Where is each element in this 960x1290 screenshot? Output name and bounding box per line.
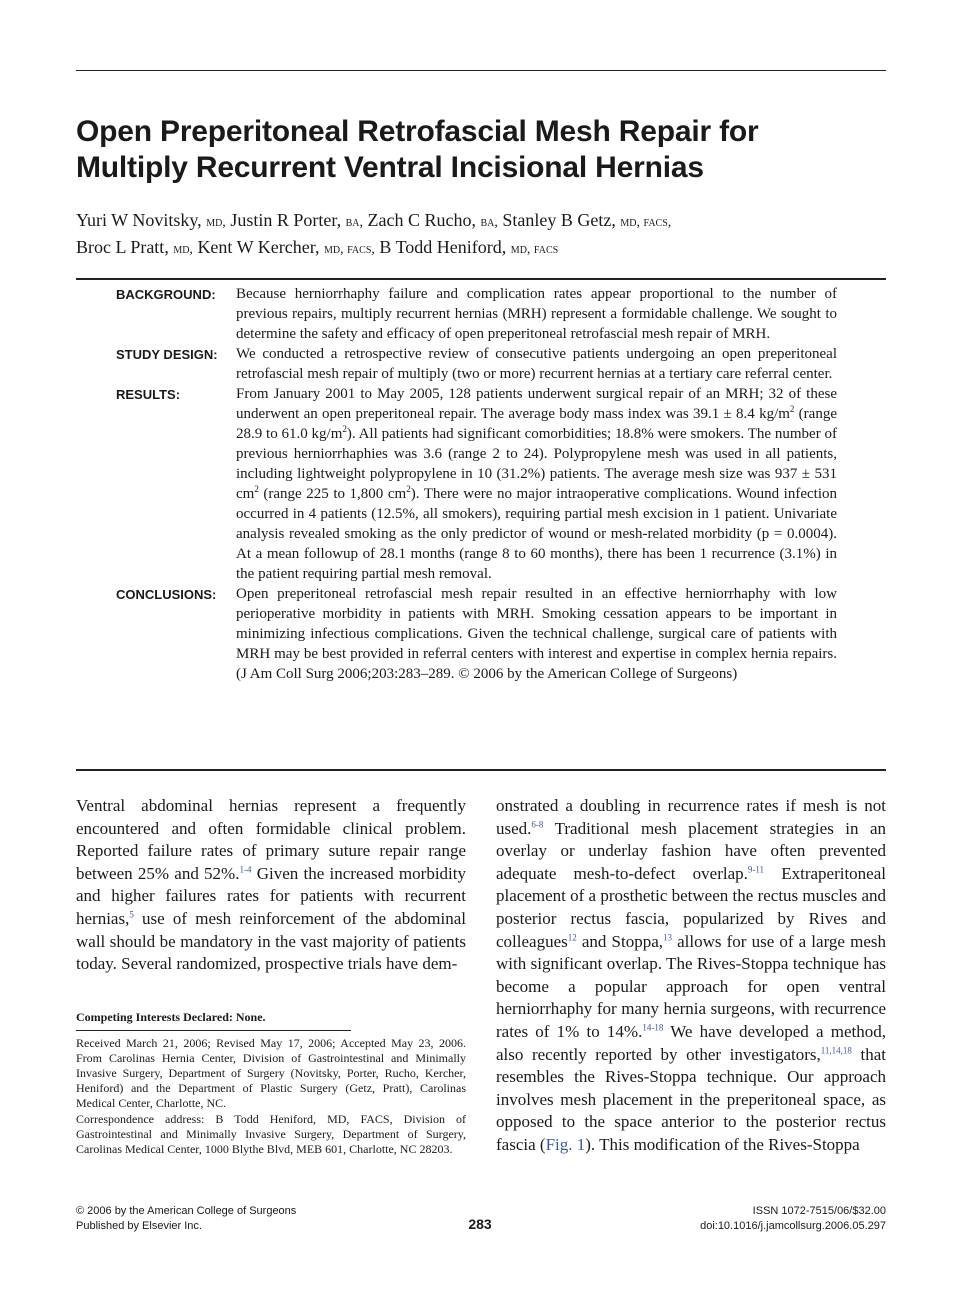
results-part: (range 28.9 to 61.0 kg/m xyxy=(236,406,837,442)
superscript: 2 xyxy=(406,484,411,494)
body-column-left xyxy=(76,795,466,976)
body-column-right xyxy=(496,795,886,1157)
abstract-background xyxy=(116,284,837,344)
author-name: Broc L Pratt, xyxy=(76,237,169,257)
citation-link[interactable]: 9-11 xyxy=(747,864,765,875)
author-degree: ba, xyxy=(480,215,498,230)
body-text: onstrated a doubling in recurrence rates if mesh is not used. xyxy=(496,796,886,838)
title-line-2: Multiply Recurrent Ventral Incisional Hernias xyxy=(76,151,704,184)
citation-link[interactable]: 6-8 xyxy=(531,818,544,829)
abstract-conclusions xyxy=(116,584,837,684)
citation-link[interactable]: 13 xyxy=(663,931,673,942)
results-text xyxy=(236,384,837,584)
copyright: © 2006 by the American College of Surgeons xyxy=(76,1205,297,1217)
abstract-bottom-rule xyxy=(76,769,886,771)
publisher: Published by Elsevier Inc. xyxy=(76,1220,202,1232)
results-label: RESULTS: xyxy=(116,387,181,402)
author-list xyxy=(76,208,886,262)
article-title xyxy=(76,114,886,186)
citation-link[interactable]: 14-18 xyxy=(642,1022,664,1033)
body-text: We have developed a method, also recently reported by other investigators, xyxy=(496,1021,886,1064)
footnote-rule xyxy=(76,1030,351,1031)
received-note: Received March 21, 2006; Revised May 17, 2006; Accepted May 23, 2006. From Carolinas Hernia Center, Division of Gastrointestinal and Minimally Invasive Surgery, Department of Surgery (Novitsky, Porter, Rucho, Kercher, Heniford) and the Department of Plastic Surgery (Getz, Pratt), Carolinas Medical Center, Charlotte, NC. xyxy=(76,1036,466,1110)
top-rule xyxy=(76,70,886,71)
author-name: Stanley B Getz, xyxy=(502,210,616,230)
superscript: 2 xyxy=(342,424,347,434)
body-text: Given the increased morbidity and higher failures rates for patients with recurrent hernias, xyxy=(76,863,466,928)
conclusions-label: CONCLUSIONS: xyxy=(116,587,217,602)
abstract xyxy=(116,284,837,684)
background-text: Because herniorrhaphy failure and complication rates appear proportional to the number of previous repairs, multiply recurrent hernias (MRH) represent a formidable challenge. We sought to determine the safety and efficacy of open preperitoneal retrofascial mesh repair of MRH. xyxy=(236,286,837,342)
abstract-top-rule xyxy=(76,278,886,280)
citation-link[interactable]: 5 xyxy=(129,909,134,920)
figure-link[interactable]: Fig. 1 xyxy=(545,1134,586,1154)
author-degree: md, facs, xyxy=(324,242,375,257)
superscript: 2 xyxy=(254,484,259,494)
results-part: (range 225 to 1,800 cm xyxy=(258,486,407,502)
body-text: Traditional mesh placement strategies in an overlay or underlay fashion have often prevented adequate mesh-to-defect overlap. xyxy=(496,818,886,883)
page-number: 283 xyxy=(468,1216,492,1232)
background-label: BACKGROUND: xyxy=(116,287,216,302)
title-line-1: Open Preperitoneal Retrofascial Mesh Repair for xyxy=(76,115,759,148)
abstract-study-design xyxy=(116,344,837,384)
correspondence-note: Correspondence address: B Todd Heniford, MD, FACS, Division of Gastrointestinal and Minimally Invasive Surgery, Department of Surgery, Carolinas Medical Center, 1000 Blythe Blvd, MEB 601, Charlotte, NC 28203. xyxy=(76,1112,466,1156)
body-text: Extraperitoneal placement of a prosthetic between the rectus muscles and posterior rectus fascia, popularized by Rives and colleagues xyxy=(496,863,886,951)
author-degree: md, facs, xyxy=(620,215,672,230)
author-degree: md, facs xyxy=(510,242,559,257)
footer-right xyxy=(700,1204,886,1234)
body-text: ). This modification of the Rives-Stoppa xyxy=(585,1134,860,1154)
doi: doi:10.1016/j.jamcollsurg.2006.05.297 xyxy=(700,1220,886,1232)
results-part: ). All patients had significant comorbidities; 18.8% were smokers. The number of previous herniorrhaphies was 3.6 (range 2 to 24). Polypropylene mesh was used in all patients, including lightweight polypropylene in 10 (31.2%) patients. The average mesh size was 937 ± 531 cm xyxy=(236,426,837,502)
competing-interests: Competing Interests Declared: None. xyxy=(76,1010,266,1024)
superscript: 2 xyxy=(789,404,795,414)
body-text: use of mesh reinforcement of the abdominal wall should be mandatory in the vast majority of patients today. Several randomized, prospective trials have dem- xyxy=(76,908,466,974)
issn: ISSN 1072-7515/06/$32.00 xyxy=(752,1205,886,1217)
citation-link[interactable]: 12 xyxy=(567,931,577,942)
body-text: that resembles the Rives-Stoppa technique. Our approach involves mesh placement in the preperitoneal space, as opposed to the space anterior to the posterior rectus fascia ( xyxy=(496,1044,886,1154)
study-design-text: We conducted a retrospective review of consecutive patients undergoing an open preperitoneal retrofascial mesh repair of multiply (two or more) recurrent hernias at a tertiary care referral center. xyxy=(236,346,837,382)
conclusions-text: Open preperitoneal retrofascial mesh repair resulted in an effective herniorrhaphy with low perioperative morbidity in patients with MRH. Smoking cessation appears to be important in minimizing infectious complications. Given the technical challenge, surgical care of patients with MRH may be best provided in referral centers with interest and expertise in complex hernia repairs. (J Am Coll Surg 2006;203:283–289. © 2006 by the American College of Surgeons) xyxy=(236,586,837,682)
author-name: Zach C Rucho, xyxy=(367,210,476,230)
author-name: B Todd Heniford, xyxy=(379,237,507,257)
results-part: ). There were no major intraoperative complications. Wound infection occurred in 4 patients (12.5%, all smokers), requiring partial mesh excision in 1 patient. Univariate analysis revealed smoking as the only predictor of wound or mesh-related morbidity (p = 0.0004). At a mean followup of 28.1 months (range 8 to 60 months), there has been 1 recurrence (3.1%) in the patient requiring partial mesh removal. xyxy=(236,486,837,582)
citation-link[interactable]: 1-4 xyxy=(239,864,252,875)
body-text: Ventral abdominal hernias represent a frequently encountered and often formidable clinical problem. Reported failure rates of primary suture repair range between 25% and 52%. xyxy=(76,796,466,883)
author-degree: md, xyxy=(206,215,226,230)
author-name: Yuri W Novitsky, xyxy=(76,210,202,230)
body-text: and Stoppa, xyxy=(576,931,664,951)
author-degree: ba, xyxy=(345,215,364,230)
abstract-results xyxy=(116,384,837,584)
author-degree: md, xyxy=(173,242,193,257)
body-text: allows for use of a large mesh with significant overlap. The Rives-Stoppa technique has become a popular approach for open ventral herniorrhaphy for many hernia surgeons, with recurrence rates of 1% to 14%. xyxy=(496,931,886,1041)
citation-link[interactable]: 11,14,18 xyxy=(820,1044,852,1055)
study-design-label: STUDY DESIGN: xyxy=(116,347,218,362)
author-name: Kent W Kercher, xyxy=(197,237,320,257)
author-name: Justin R Porter, xyxy=(230,210,342,230)
results-part: From January 2001 to May 2005, 128 patients underwent surgical repair of an MRH; 32 of these underwent an open preperitoneal repair. The average body mass index was 39.1 ± 8.4 kg/m xyxy=(236,386,837,422)
